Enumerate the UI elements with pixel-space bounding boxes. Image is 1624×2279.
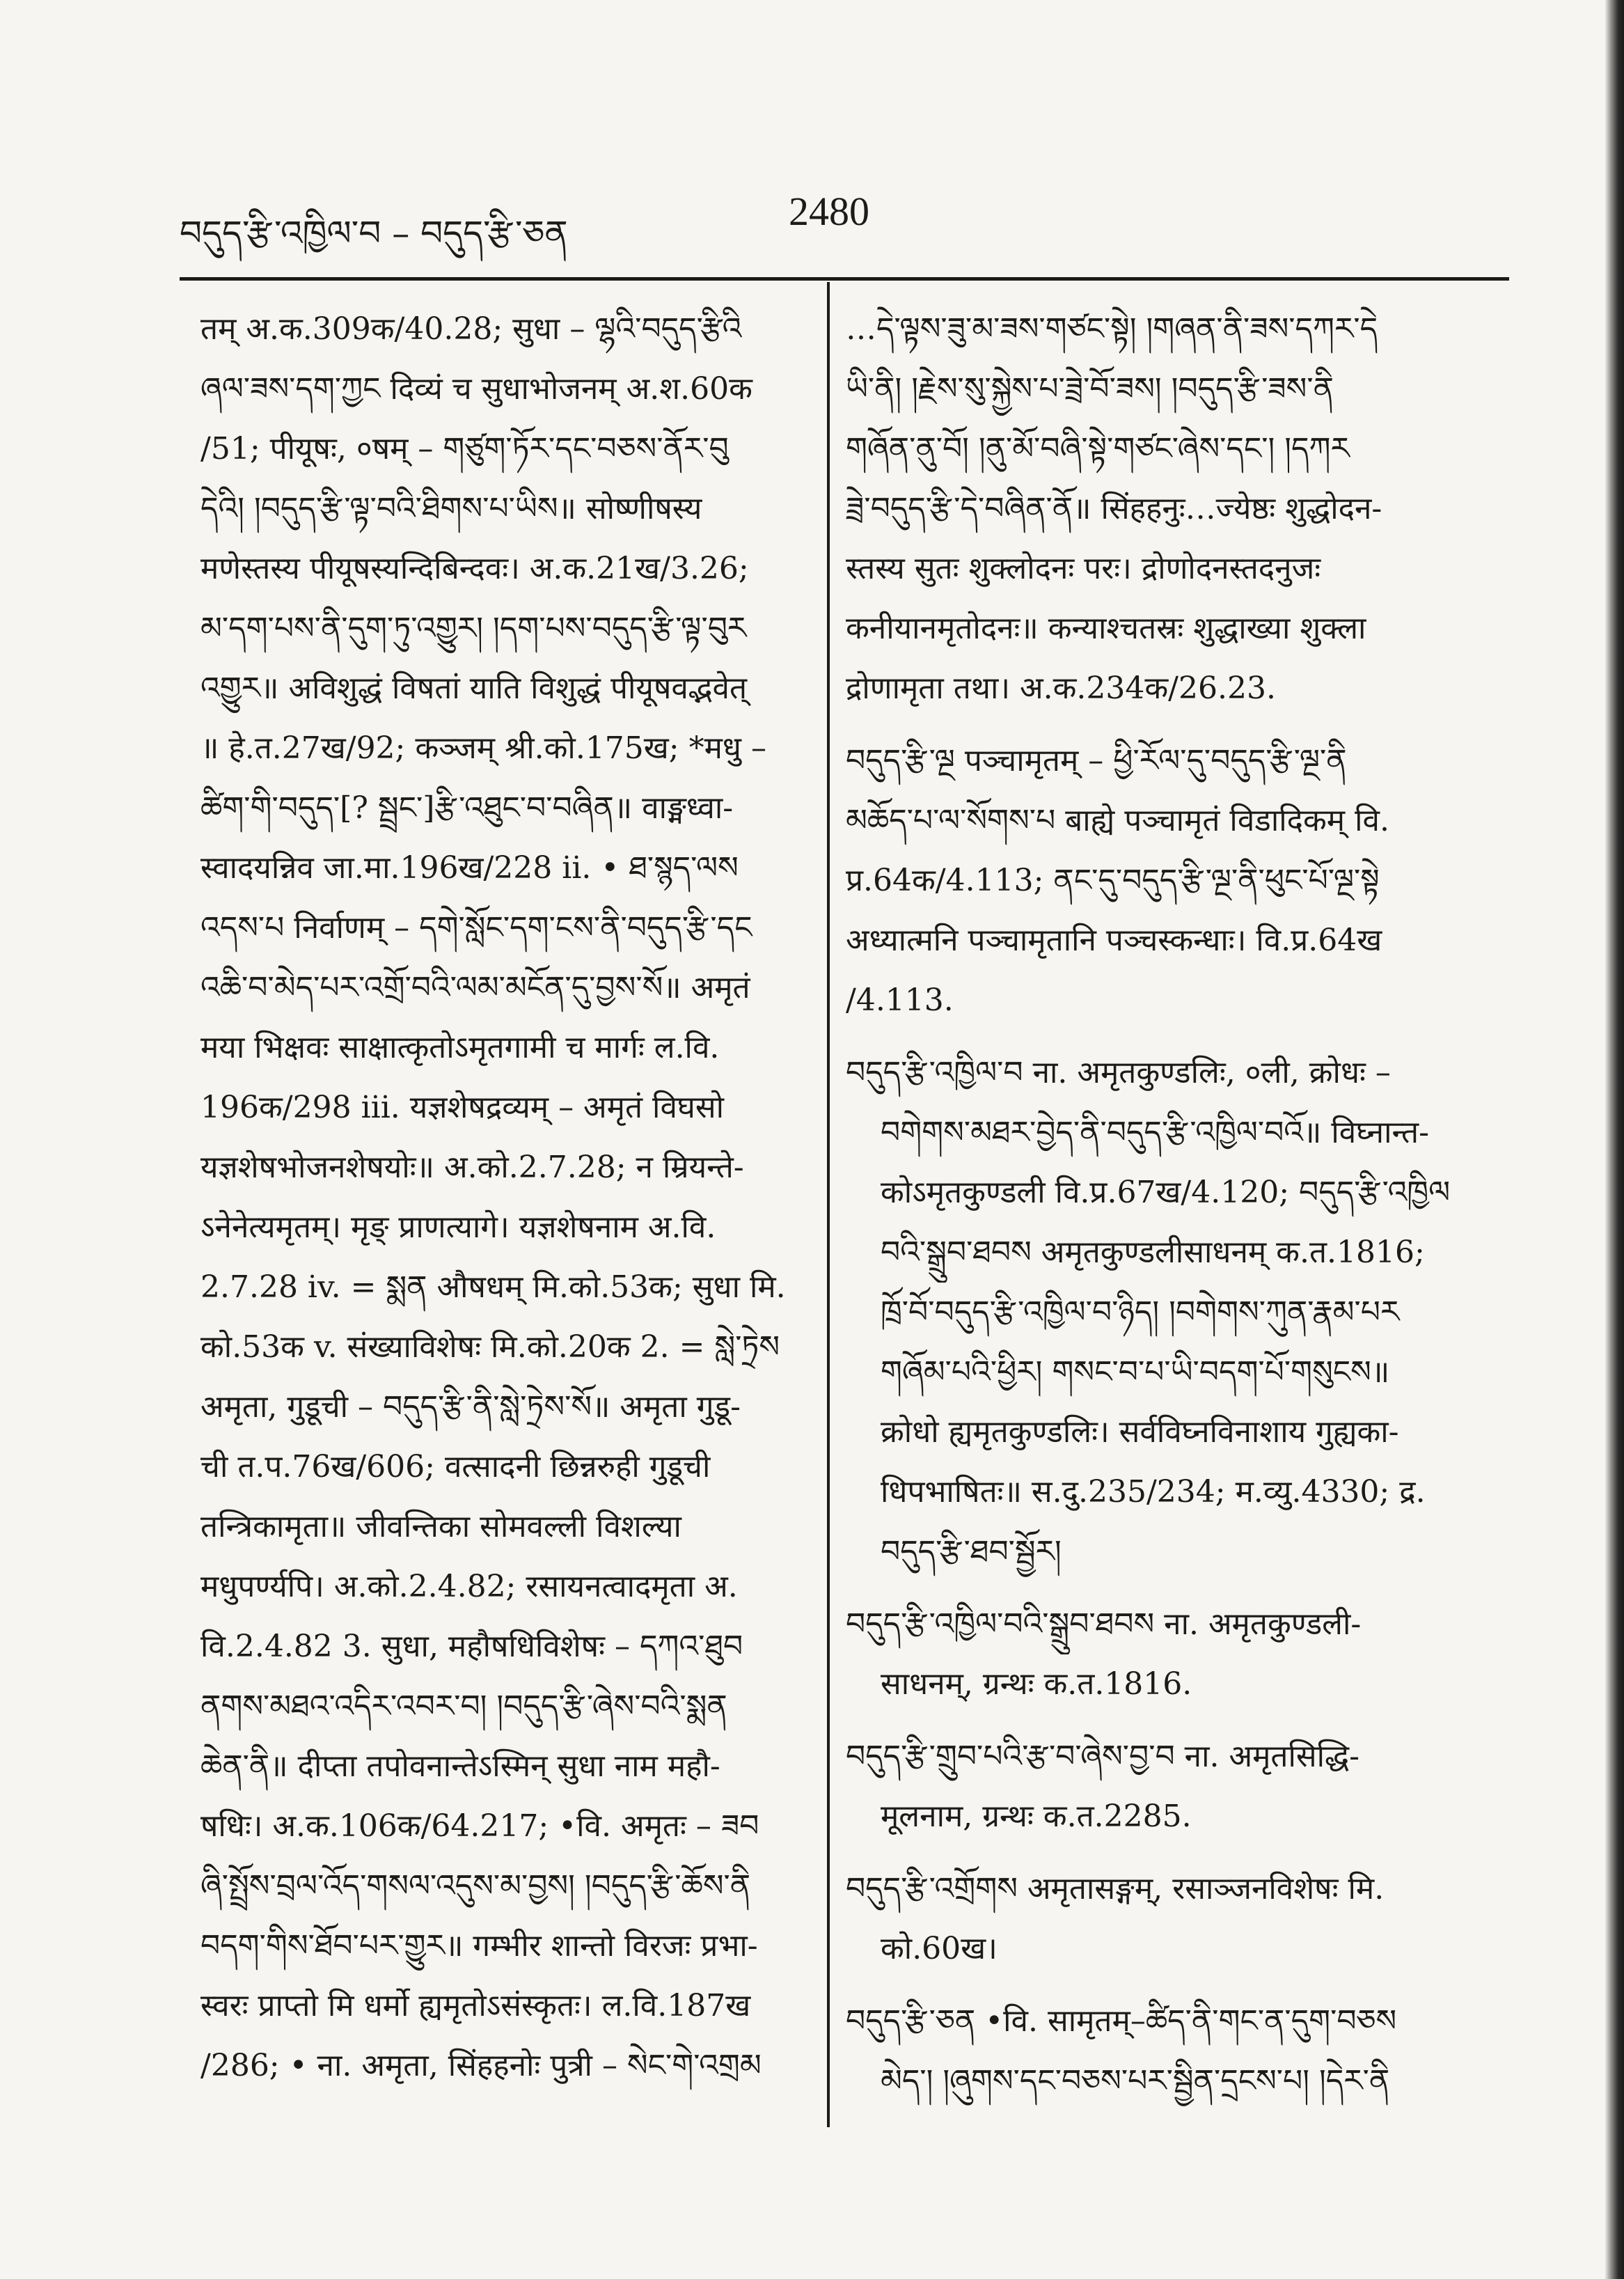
- page-number: 2480: [789, 189, 869, 234]
- text-line: 196क/298 iii. यज्ञशेषद्रव्यम् – अमृतं विघसो: [200, 1090, 725, 1125]
- text-line: मूलनाम, ग्रन्थः क.त.2285.: [881, 1799, 1192, 1834]
- scan-edge-shadow: [1605, 0, 1624, 2279]
- text-line: …དེ་ལྟས་ཟུ་མ་ཟས་གཙང་སྟེ། །གཞན་ནི་ཟས་དཀར་དེ: [846, 311, 1378, 347]
- entry-headword-line: བདུད་རྩི་འཁྱིལ་བ ना. अमृतकुण्डलिः, ०ली, क्रोधः –: [846, 1055, 1391, 1090]
- text-line: བགེགས་མཐར་བྱེད་ནི་བདུད་རྩི་འཁྱིལ་བའོ॥ विघ्नान्त-: [881, 1115, 1429, 1150]
- right-column: [846, 299, 1507, 2111]
- text-line: བདག་གིས་ཐོབ་པར་གྱུར॥ गम्भीर शान्तो विरजः प्रभा-: [200, 1928, 758, 1964]
- entry-headword-line: བདུད་རྩི་འགྲོགས अमृतासङ्गम्, रसाञ्जनविशेषः मि.: [846, 1871, 1385, 1906]
- text-line: मधुपर्ण्यपि। अ.को.2.4.82; रसायनत्वादमृता अ.: [200, 1569, 738, 1604]
- text-line: མ་དག་པས་ནི་དུག་ཏུ་འགྱུར། །དག་པས་བདུད་རྩི་ལྟ་བུར: [200, 611, 747, 646]
- text-line: को.60ख।: [881, 1931, 998, 1966]
- left-column: [200, 299, 799, 2096]
- entry-headword-line: བདུད་རྩི་གྲུབ་པའི་རྩ་བ་ཞེས་བྱ་བ ना. अमृतसिद्धि-: [846, 1739, 1360, 1774]
- text-line: ཟྲེ་བདུད་རྩི་དེ་བཞིན་ནོ॥ सिंहहनुः…ज्येष्ठः शुद्धोदन-: [846, 491, 1382, 526]
- text-line: 2.7.28 iv. = སྨན औषधम् मि.को.53क; सुधा मि.: [200, 1269, 786, 1305]
- text-line: क्रोधो ह्यमृतकुण्डलिः। सर्वविघ्नविनाशाय गुह्यका-: [881, 1414, 1399, 1450]
- text-line: ཆེན་ནི॥ दीप्ता तपोवनान्तेऽस्मिन् सुधा नाम महौ-: [200, 1748, 720, 1784]
- text-line: བདུད་རྩི་ཐབ་སྦྱོར།: [881, 1534, 1062, 1569]
- text-line: གཞོམ་པའི་ཕྱིར། གསང་བ་པ་ཡི་བདག་པོ་གསུངས॥: [881, 1354, 1390, 1390]
- text-line: མཆོད་པ་ལ་སོགས་པ बाह्ये पञ्चामृतं विडादिकम् वि.: [846, 803, 1389, 838]
- text-line: प्र.64क/4.113; ནང་དུ་བདུད་རྩི་ལྔ་ནི་ཕུང་པོ་ལྔ་སྟེ: [846, 863, 1380, 898]
- text-line: ཞི་སྤྲོས་བྲལ་འོད་གསལ་འདུས་མ་བྱས། །བདུད་རྩི་ཆོས་ནི: [200, 1868, 751, 1904]
- text-line: वि.2.4.82 3. सुधा, महौषधिविशेषः – དཀའ་ཐུབ: [200, 1629, 743, 1664]
- text-line: ནགས་མཐའ་འདིར་འབར་བ། །བདུད་རྩི་ཞེས་བའི་སྨན: [200, 1689, 727, 1724]
- text-line: /51; पीयूषः, ०षम् – གཙུག་ཏོར་དང་བཅས་ནོར་བུ: [200, 431, 729, 467]
- text-line: स्वरः प्राप्तो मि धर्मो ह्यमृतोऽसंस्कृतः। ल.वि.187ख: [200, 1988, 751, 2023]
- text-line: ॥ हे.त.27ख/92; कञ्जम् श्री.को.175ख; *मधु –: [200, 730, 766, 766]
- text-line: षधिः। अ.क.106क/64.217; •वि. अमृतः – ཟབ: [200, 1808, 759, 1844]
- header-rule: [180, 277, 1509, 281]
- running-head: བདུད་རྩི་འཁྱིལ་བ – བདུད་རྩི་ཅན: [180, 213, 568, 253]
- text-line: मणेस्तस्य पीयूषस्यन्दिबिन्दवः। अ.क.21ख/3.26;: [200, 551, 749, 586]
- text-line: स्तस्य सुतः शुक्लोदनः परः। द्रोणोदनस्तदनुजः: [846, 551, 1321, 586]
- text-line: कोऽमृतकुण्डली वि.प्र.67ख/4.120; བདུད་རྩི་འཁྱིལ: [881, 1175, 1451, 1210]
- entry-headword-line: བདུད་རྩི་ཅན •वि. सामृतम्–ཚིད་ནི་གང་ན་དུག་བཅས: [846, 2003, 1397, 2039]
- entry-headword-line: བདུད་རྩི་འཁྱིལ་བའི་སྒྲུབ་ཐབས ना. अमृतकुण्डली-: [846, 1606, 1362, 1642]
- text-line: ཁྲོ་བོ་བདུད་རྩི་འཁྱིལ་བ་ཉིད། །བགེགས་ཀུན་རྣམ་པར: [881, 1294, 1400, 1330]
- text-line: གཞོན་ནུ་བོ། །ནུ་མོ་བཞི་སྟེ་གཙང་ཞེས་དང་། །དཀར: [846, 431, 1350, 467]
- text-line: འགྱུར॥ अविशुद्धं विषतां याति विशुद्धं पीयूषवद्भवेत्: [200, 671, 748, 706]
- text-line: साधनम्, ग्रन्थः क.त.1816.: [881, 1666, 1192, 1702]
- text-line: द्रोणामृता तथा। अ.क.234क/26.23.: [846, 671, 1276, 706]
- text-line: བའི་སྒྲུབ་ཐབས अमृतकुण्डलीसाधनम् क.त.1816;: [881, 1235, 1425, 1270]
- text-line: མེད་། །ཞུགས་དང་བཅས་པར་སྦྱིན་དྲངས་པ། །དེར་ནི: [881, 2063, 1390, 2099]
- column-divider: [827, 282, 830, 2127]
- text-line: तन्त्रिकामृता॥ जीवन्तिका सोमवल्ली विशल्या: [200, 1509, 681, 1544]
- text-line: कनीयानमृतोदनः॥ कन्याश्चतस्रः शुद्धाख्या शुक्ला: [846, 611, 1366, 646]
- page-header: [180, 188, 1516, 253]
- text-line: अमृता, गुडूची – བདུད་རྩི་ནི་སླེ་ཏྲེས་སོ॥ अमृता गुडू-: [200, 1389, 741, 1425]
- text-line: स्वादयन्निव जा.मा.196ख/228 ii. • ཐ་སྙད་ལས: [200, 850, 739, 886]
- text-line: अध्यात्मनि पञ्चामृतानि पञ्चस्कन्धाः। वि.प्र.64ख: [846, 923, 1382, 958]
- text-line: ची त.प.76ख/606; वत्सादनी छिन्नरुही गुडूची: [200, 1449, 711, 1485]
- text-line: धिपभाषितः॥ स.दु.235/234; म.व्यु.4330; द्र.: [881, 1474, 1426, 1510]
- text-line: को.53क v. संख्याविशेषः मि.को.20क 2. = སླེ་ཏྲེས: [200, 1329, 780, 1365]
- text-line: ऽनेनेत्यमृतम्। मृङ् प्राणत्यागे। यज्ञशेषनाम अ.वि.: [200, 1209, 716, 1245]
- text-line: ཚིག་གི་བདུད་[? སྦྲང་]རྩི་འཐུང་བ་བཞིན॥ वाङ्मध्वा-: [200, 790, 734, 826]
- text-line: འདས་པ निर्वाणम् – དགེ་སློང་དག་ངས་ནི་བདུད་རྩི་དང: [200, 910, 752, 946]
- text-line: /4.113.: [846, 982, 954, 1018]
- text-line: ཞལ་ཟས་དག་ཀྱང दिव्यं च सुधाभोजनम् अ.श.60क: [200, 371, 752, 407]
- text-line: मया भिक्षवः साक्षात्कृतोऽमृतगामी च मार्गः ल.वि.: [200, 1030, 720, 1065]
- text-line: འཆི་བ་མེད་པར་འགྲོ་བའི་ལམ་མངོན་དུ་བྱས་སོ॥ अमृतं: [200, 970, 750, 1005]
- text-line: /286; • ना. अमृता, सिंहहनोः पुत्री – སེང་གེ་འགྲམ: [200, 2048, 762, 2083]
- text-line: यज्ञशेषभोजनशेषयोः॥ अ.को.2.7.28; न म्रियन्ते-: [200, 1150, 744, 1185]
- text-line: ཡི་ནི། །རྗེས་སུ་སྐྱེས་པ་ཟྲེ་བོ་ཟས། །བདུད་རྩི་ཟས་ནི: [846, 371, 1334, 407]
- text-line: དེའི། །བདུད་རྩི་ལྟ་བའི་ཐིགས་པ་ཡིས॥ सोष्णीषस्य: [200, 491, 702, 526]
- text-line: तम् अ.क.309क/40.28; सुधा – ལྷའི་བདུད་རྩིའི: [200, 311, 742, 347]
- entry-headword-line: བདུད་རྩི་ལྔ पञ्चामृतम् – ཕྱི་རོལ་དུ་བདུད་རྩི་ལྔ་ནི: [846, 743, 1347, 778]
